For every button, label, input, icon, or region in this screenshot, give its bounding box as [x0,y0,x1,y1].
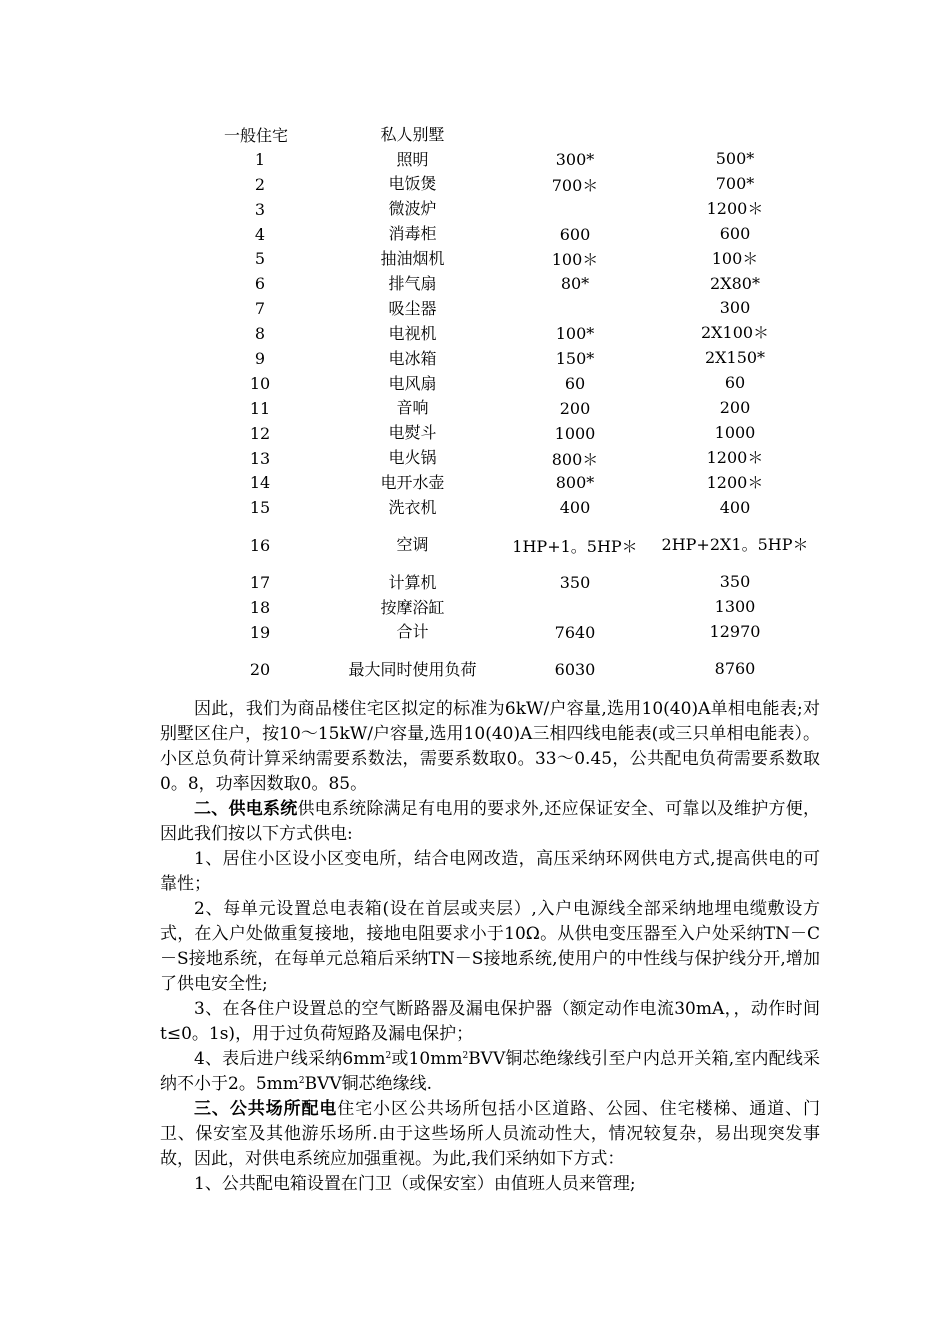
table-row [200,222,840,247]
general-housing-load: 700＊ [551,175,599,195]
paragraph-item-3: 3、在各住户设置总的空气断路器及漏电保护器（额定动作电流30mA，，动作时间t≤0。1s)，用于过负荷短路及漏电保护； [160,999,820,1044]
villa-load: 60 [724,373,746,393]
appliance-name: 抽油烟机 [380,249,445,269]
appliance-name: 洗衣机 [388,498,437,517]
paragraph-standard: 因此，我们为商品楼住宅区拟定的标准为6kW/户容量,选用10(40)A单相电能表;对别墅区住户，按10～15kW/户容量,选用10(40)A三相四线电能表(或三只单相电能表）。小区总负荷计算采纳需要系数法，需要系数取0。33～0.45，公共配电负荷需要系数取0。8，功率因数取0。85。 [160,699,820,794]
villa-load: 1200＊ [706,198,764,218]
villa-load: 1000 [714,422,756,442]
villa-load: 8760 [714,659,756,679]
header-general-housing: 一般住宅 [224,125,289,145]
appliance-name: 电开水壶 [380,473,445,493]
row-number: 15 [249,498,271,518]
row-number: 8 [254,324,266,344]
table-header-row [200,122,840,147]
villa-load: 2X80* [710,273,760,293]
row-number: 13 [249,448,271,468]
general-housing-load: 350 [559,572,591,592]
row-number: 16 [249,535,271,555]
villa-load: 1200＊ [706,447,764,467]
table-body [200,147,840,695]
paragraph-item-1: 1、居住小区设小区变电所，结合电网改造，高压采纳环网供电方式,提高供电的可靠性； [160,849,820,894]
row-number: 2 [254,174,266,194]
general-housing-load: 800＊ [551,449,599,469]
paragraph-public-item-1: 1、公共配电箱设置在门卫（或保安室）由值班人员来管理; [194,1174,636,1194]
row-number: 14 [249,473,271,493]
table-row [200,396,840,421]
villa-load: 100＊ [711,248,759,268]
table-row [200,520,840,570]
row-number: 9 [254,348,266,368]
appliance-name: 电风扇 [388,373,437,393]
appliance-name: 排气扇 [388,273,437,293]
table-row [200,147,840,172]
row-number: 6 [254,274,266,294]
appliance-name: 电冰箱 [388,348,437,368]
body-text [160,697,820,1197]
villa-load: 400 [719,497,751,517]
row-number: 1 [254,149,266,169]
table-row [200,595,840,620]
general-housing-load: 200 [559,398,591,418]
table-row [200,645,840,695]
general-housing-load: 100＊ [551,250,599,270]
appliance-name: 消毒柜 [388,224,437,244]
header-private-villa: 私人别墅 [380,124,445,144]
appliance-name: 吸尘器 [388,298,437,318]
villa-load: 12970 [709,622,761,642]
appliance-name: 最大同时使用负荷 [348,659,477,679]
section-heading-supply-system: 二、供电系统 [194,799,298,819]
paragraph-item-4: 4、表后进户线采纳$6mm^2$或$10mm^2BVV$铜芯绝缘线引至户内总开关箱,室内配线采纳不小于2。$5mm^2BVV$铜芯绝缘线. [160,1049,821,1094]
table-row [200,421,840,446]
villa-load: 500* [715,149,755,169]
villa-load: 700* [715,174,755,194]
villa-load: 2X100＊ [700,323,770,343]
table-row [200,296,840,321]
paragraph-supply-system: 二、供电系统供电系统除满足有电用的要求外,还应保证安全、可靠以及维护方便，因此我们按以下方式供电: [160,799,821,844]
appliance-name: 电视机 [388,323,437,343]
row-number: 19 [249,622,271,642]
row-number: 17 [249,572,271,592]
row-number: 11 [249,398,271,418]
table-row [200,570,840,595]
table-row [200,446,840,471]
appliance-name: 微波炉 [388,199,437,219]
appliance-name: 空调 [396,535,429,555]
row-number: 12 [249,423,271,443]
section-heading-public-distribution: 三、公共场所配电 [194,1099,338,1119]
villa-load: 2HP+2X1。5HP＊ [661,534,809,554]
table-row [200,620,840,645]
appliance-name: 电饭煲 [388,174,437,194]
general-housing-load: 1HP+1。5HP＊ [512,536,638,556]
table-row [200,470,840,495]
table-row [200,197,840,222]
villa-load: 600 [719,223,751,243]
table-row [200,371,840,396]
appliance-name: 计算机 [388,572,437,592]
villa-load: 300 [719,298,751,318]
appliance-load-table [200,122,840,695]
paragraph-public-distribution: 三、公共场所配电住宅小区公共场所包括小区道路、公园、住宅楼梯、通道、门卫、保安室及其他游乐场所.由于这些场所人员流动性大，情况较复杂，易出现突发事故，因此，对供电系统应加强重视。为此,我们采纳如下方式： [160,1099,821,1169]
table-row [200,172,840,197]
row-number: 10 [249,373,271,393]
row-number: 20 [249,660,271,680]
villa-load: 2X150* [704,348,766,368]
appliance-name: 电火锅 [388,448,437,468]
general-housing-load: 1000 [554,423,596,443]
general-housing-load: 60 [564,373,586,393]
table-row [200,271,840,296]
row-number: 3 [254,199,266,219]
general-housing-load: 300* [555,149,595,169]
row-number: 18 [249,597,271,617]
general-housing-load: 600 [559,224,591,244]
appliance-name: 照明 [396,149,429,169]
table-row [200,321,840,346]
appliance-name: 音响 [396,398,429,418]
villa-load: 200 [719,398,751,418]
general-housing-load: 6030 [554,660,596,680]
paragraph-item-2: 2、每单元设置总电表箱(设在首层或夹层）,入户电源线全部采纳地埋电缆敷设方式，在入户处做重复接地，接地电阻要求小于10Ω。从供电变压器至入户处采纳TN－C－S接地系统，在每单元总箱后采纳TN－S接地系统,使用户的中性线与保护线分开,增加了供电安全性; [160,899,820,994]
table-row [200,346,840,371]
row-number: 7 [254,299,266,319]
appliance-name: 电熨斗 [388,423,437,443]
general-housing-load: 800* [555,473,595,493]
appliance-name: 合计 [396,622,429,642]
villa-load: 1300 [714,597,756,617]
general-housing-load: 150* [555,348,595,368]
general-housing-load: 7640 [554,622,596,642]
table-row [200,246,840,271]
villa-load: 350 [719,572,751,592]
appliance-name: 按摩浴缸 [380,597,445,617]
villa-load: 1200＊ [706,472,764,492]
general-housing-load: 400 [559,498,591,518]
general-housing-load: 80* [560,274,590,294]
row-number: 4 [254,224,266,244]
general-housing-load: 100* [555,324,595,344]
row-number: 5 [254,249,266,269]
table-row [200,495,840,520]
